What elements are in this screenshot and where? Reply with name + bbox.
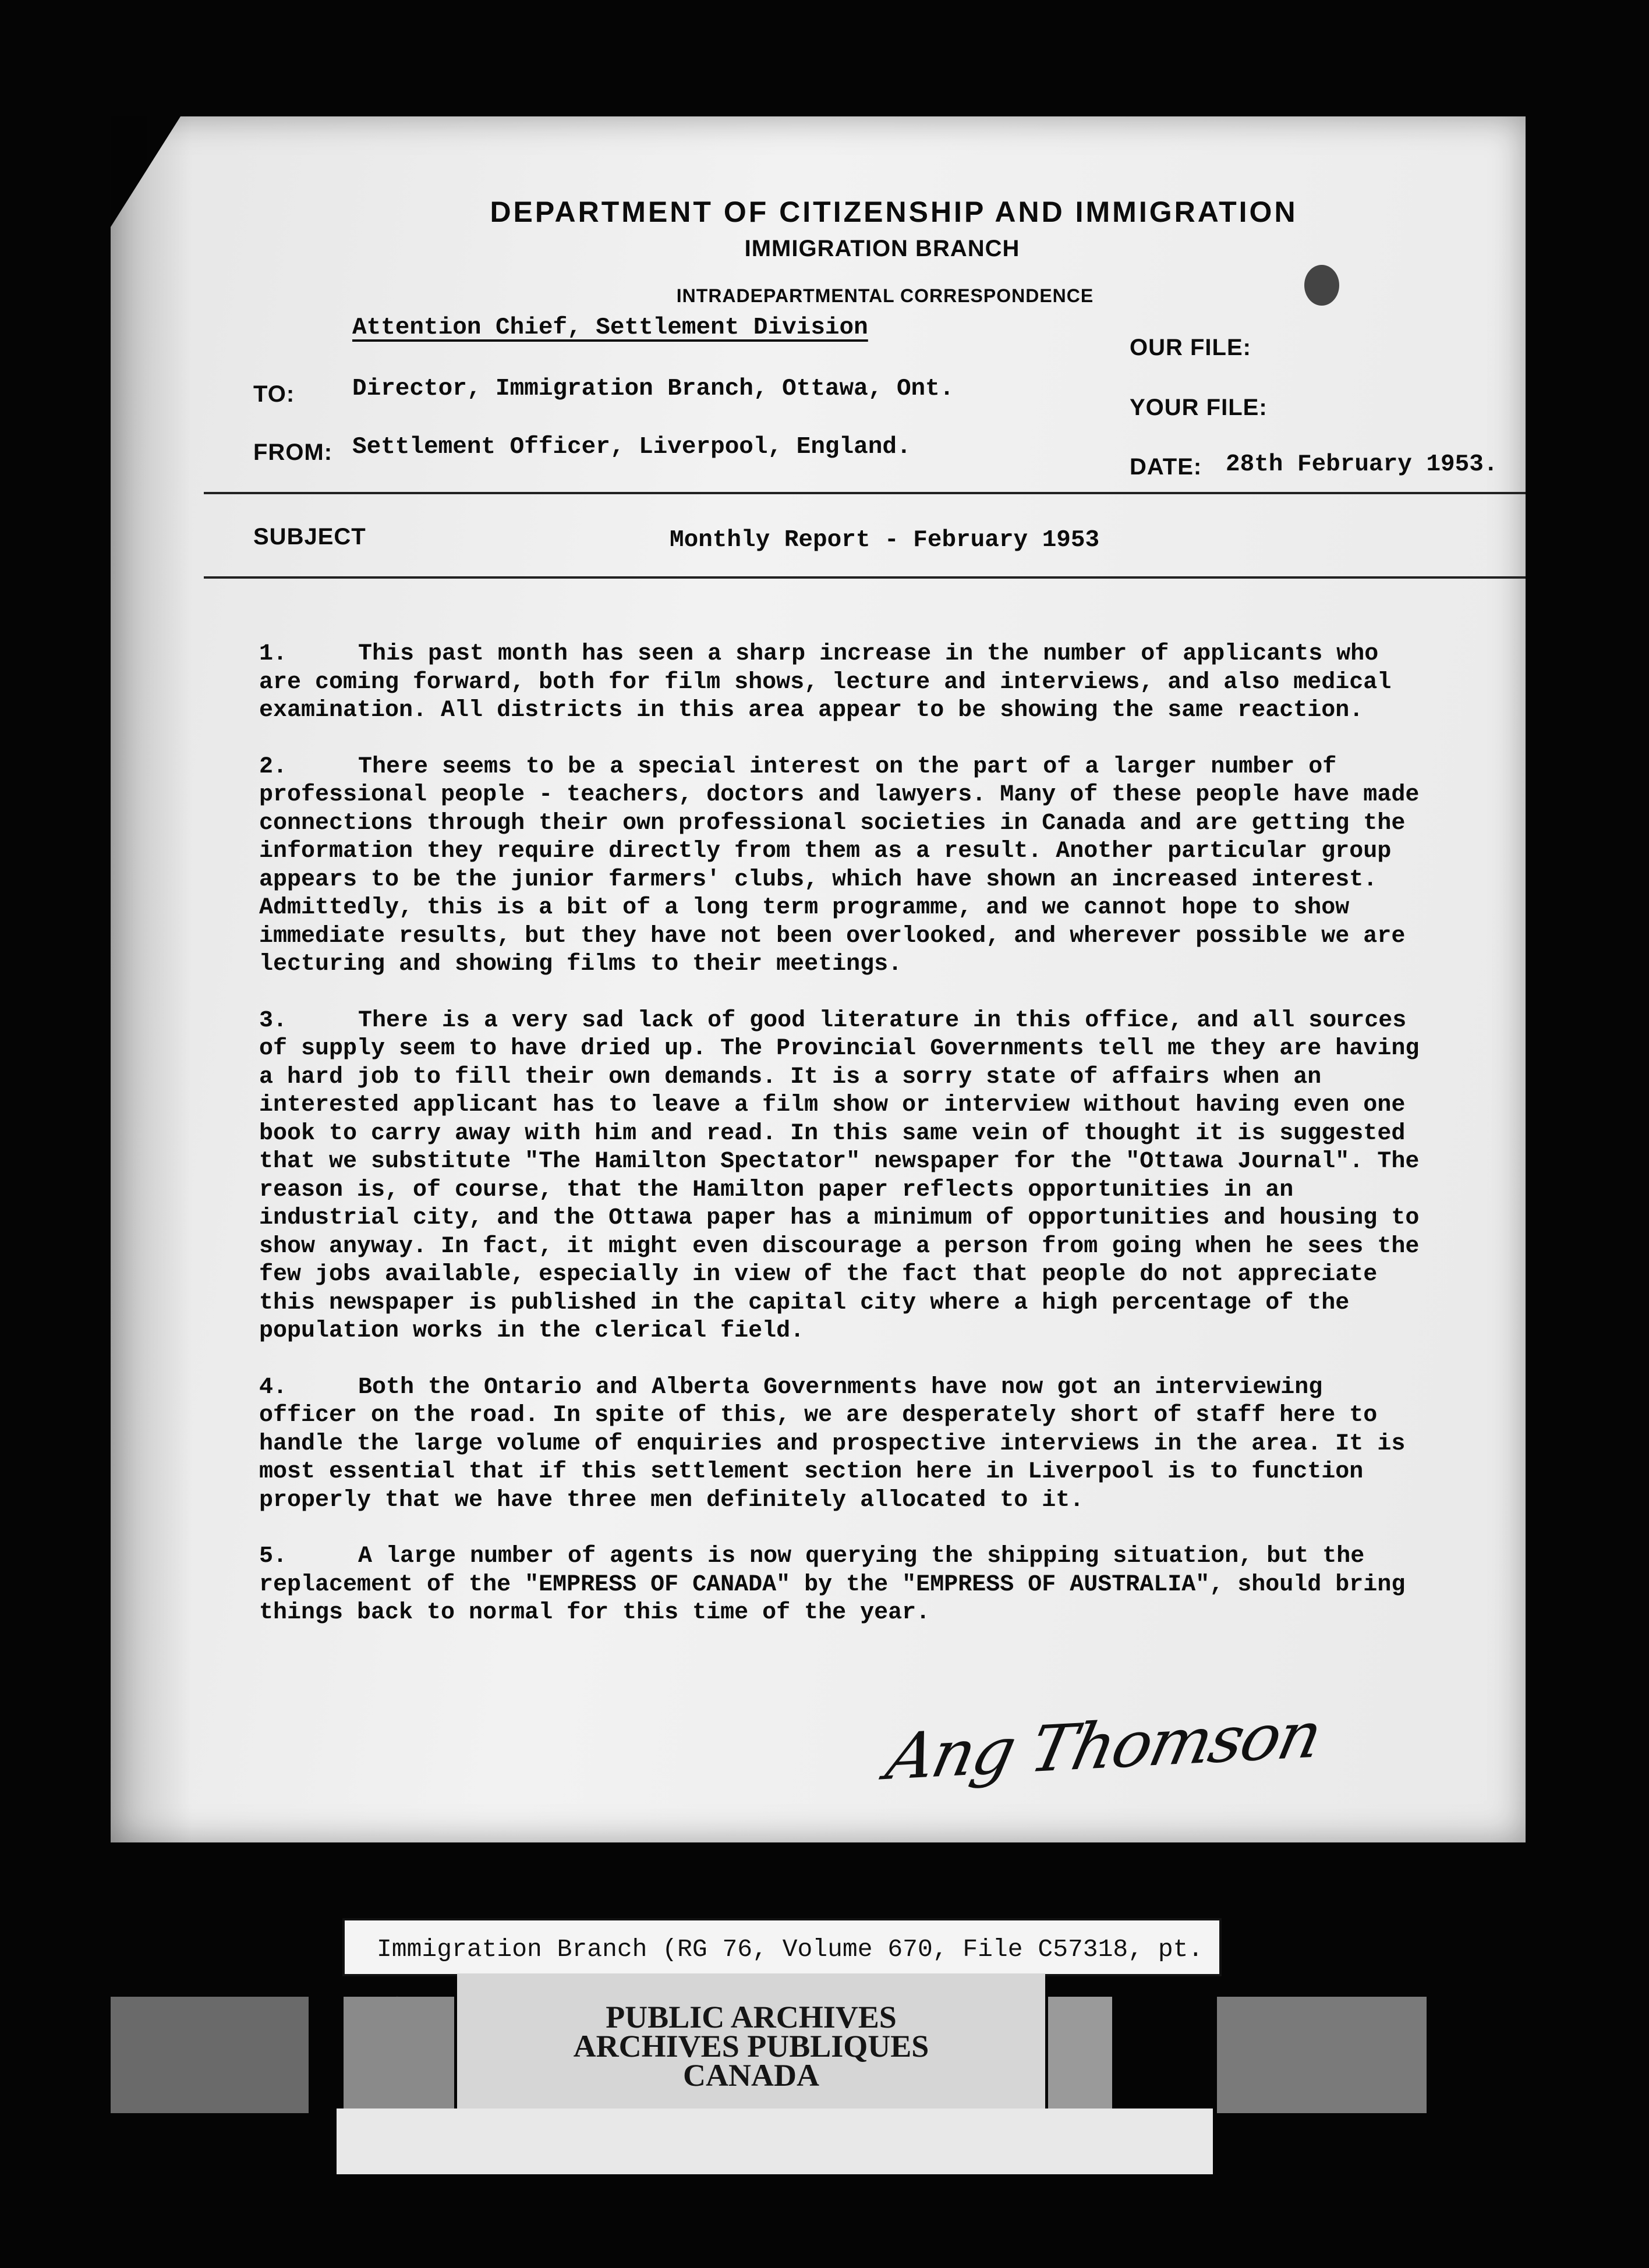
correspondence-type: INTRADEPARTMENTAL CORRESPONDENCE (676, 285, 1094, 306)
paragraph-text: There is a very sad lack of good literature in this office, and all sources of supply seem to have dried up. The Provincial Governments tell me they are having a hard job to fill their own demands. It is a sorry state of affairs when an interested applicant has to leave a film show or interview without having even one book to carry away with him and read. In this same vein of thought it is suggested that we substitute "The Hamilton Spectator" newspaper for the "Ottawa Journal". The reason is, of course, that the Hamilton paper reflects opportunities in an industrial city, and the Ottawa paper has a minimum of opportunities and housing to show anyway. In fact, it might even discourage a person from going when he sees the few jobs available, especially in view of the fact that people do not appreciate this newspaper is published in the capital city where a high percentage of the population works in the clerical field. (259, 1007, 1420, 1344)
paragraph-number: 2. (259, 753, 288, 780)
archive-reference-label: Immigration Branch (RG 76, Volume 670, File C57318, pt. (342, 1918, 1222, 1976)
paragraph-number: 5. (259, 1543, 288, 1569)
film-block (1217, 1997, 1427, 2113)
page-fold-shadow (111, 116, 192, 1842)
from-value: Settlement Officer, Liverpool, England. (352, 434, 911, 460)
handwritten-signature: Ang Thomson (880, 1697, 1328, 1795)
header-rule-bottom (204, 576, 1526, 579)
paragraph-1 (259, 640, 1424, 725)
to-value: Director, Immigration Branch, Ottawa, Ont. (352, 375, 954, 402)
paragraph-text: A large number of agents is now querying the shipping situation, but the replacement of the "EMPRESS OF CANADA" by the "EMPRESS OF AUSTRALIA", should bring things back to normal for this time of the year. (259, 1543, 1406, 1626)
paragraph-text: This past month has seen a sharp increase in the number of applicants who are coming forward, both for film shows, lecture and interviews, and also medical examination. All districts in this area appear to be showing the same reaction. (259, 641, 1392, 724)
stamp-line-3: CANADA (683, 2058, 819, 2093)
to-label: TO: (253, 381, 295, 407)
date-label: DATE: (1130, 454, 1202, 480)
paragraph-3 (259, 1007, 1424, 1346)
paragraph-number: 3. (259, 1007, 288, 1034)
subject-label: SUBJECT (253, 524, 366, 550)
from-label: FROM: (253, 440, 333, 465)
stamp-line-2: ARCHIVES PUBLIQUES (573, 2029, 929, 2064)
department-title: DEPARTMENT OF CITIZENSHIP AND IMMIGRATION (490, 196, 1298, 228)
header-rule-top (204, 492, 1526, 494)
attention-line: Attention Chief, Settlement Division (352, 314, 868, 341)
paragraph-2 (259, 753, 1424, 979)
stamp-line-1: PUBLIC ARCHIVES (606, 2000, 897, 2035)
date-value: 28th February 1953. (1226, 451, 1498, 478)
paragraph-text: There seems to be a special interest on the part of a larger number of professional people - teachers, doctors and lawyers. Many of these people have made connections through their own professional societies in Canada and are getting the information they require directly from them as a result. Another particular group appears to be the junior farmers' clubs, which have shown an increased interest. Admittedly, this is a bit of a long term programme, and we cannot hope to show immediate results, but they have not been overlooked, and wherever possible we are lecturing and showing films to their meetings. (259, 753, 1420, 977)
paragraph-4 (259, 1374, 1424, 1515)
archives-stamp (457, 1973, 1045, 2113)
paragraph-number: 4. (259, 1374, 288, 1401)
subject-value: Monthly Report - February 1953 (670, 527, 1100, 554)
film-block (1048, 1997, 1112, 2113)
your-file-label: YOUR FILE: (1130, 395, 1268, 420)
our-file-label: OUR FILE: (1130, 335, 1251, 360)
paragraph-text: Both the Ontario and Alberta Governments have now got an interviewing officer on the road. In spite of this, we are desperately short of staff here to handle the large volume of enquiries and prospective interviews in the area. It is most essential that if this settlement section here in Liverpool is to function properly that we have three men definitely allocated to it. (259, 1374, 1406, 1514)
paragraph-number: 1. (259, 641, 288, 667)
film-block (344, 1997, 454, 2113)
memo-page (111, 116, 1526, 1842)
paragraph-5 (259, 1543, 1424, 1628)
memo-body (259, 640, 1424, 1656)
film-block (111, 1997, 309, 2113)
branch-title: IMMIGRATION BRANCH (744, 236, 1020, 261)
blank-label-strip (337, 2108, 1213, 2174)
